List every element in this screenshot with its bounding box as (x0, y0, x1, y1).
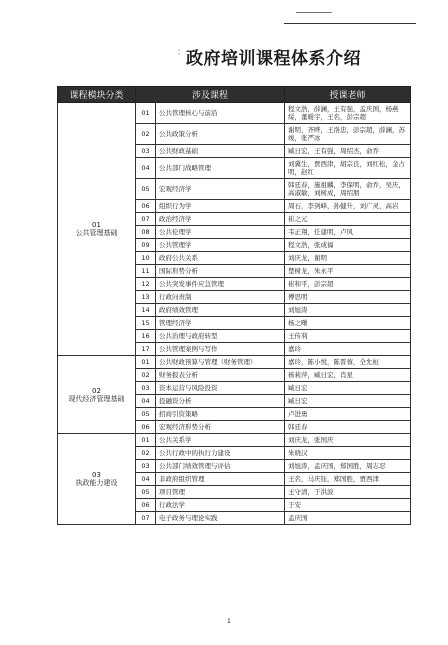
row-number: 09 (136, 239, 156, 252)
table-row (58, 356, 411, 369)
teacher-names: 崔和平，彭宗超 (285, 278, 411, 291)
teacher-names: 杨莉萍，臧日宏，肖星 (285, 369, 411, 382)
row-number: 03 (136, 382, 156, 395)
course-name: 公共管理案例与写作 (156, 343, 285, 356)
teacher-names: 王守清，于洪波 (285, 486, 411, 499)
course-name: 宏观经济学 (156, 179, 285, 200)
teacher-names: 王传利 (285, 330, 411, 343)
pen-mark: ∶ (178, 48, 181, 58)
course-name: 公共部门战略管理 (156, 158, 285, 179)
module-code: 03 (92, 471, 101, 479)
row-number: 05 (136, 486, 156, 499)
top-rule (284, 23, 416, 24)
teacher-names: 臧日宏 (285, 382, 411, 395)
teacher-names: 刘旭涛 (285, 304, 411, 317)
table-row (58, 103, 411, 124)
row-number: 07 (136, 512, 156, 525)
teacher-names: 臧日宏 (285, 395, 411, 408)
row-number: 07 (136, 213, 156, 226)
course-name: 公共部门绩效管理与评估 (156, 460, 285, 473)
header-course: 涉及课程 (136, 87, 285, 103)
teacher-names: 周石，李剑峰，孙健升，刘广灵，高岩 (285, 200, 411, 213)
row-number: 04 (136, 395, 156, 408)
table-row (58, 434, 411, 447)
course-name: 招商引资策略 (156, 408, 285, 421)
module-name: 执政能力建设 (75, 479, 118, 487)
course-name: 行政问责制 (156, 291, 285, 304)
row-number: 08 (136, 226, 156, 239)
row-number: 17 (136, 343, 156, 356)
row-number: 05 (136, 408, 156, 421)
module-cell (58, 103, 136, 356)
teacher-names: 程文浩，薛澜，王有强，孟庆国，杨燕绥，董暖宇，王名，彭宗超 (285, 103, 411, 124)
module-name: 现代经济管理基础 (68, 394, 125, 403)
course-name: 国际形势分析 (156, 265, 285, 278)
row-number: 01 (136, 356, 156, 369)
row-number: 15 (136, 317, 156, 330)
teacher-names: 于安 (285, 499, 411, 512)
course-name: 公共行政中的执行力建设 (156, 447, 285, 460)
row-number: 05 (136, 179, 156, 200)
teacher-names: 韦正翔，任建明，卢风 (285, 226, 411, 239)
course-name: 财务报表分析 (156, 369, 285, 382)
course-name: 行政法学 (156, 499, 285, 512)
teacher-names: 谢明，齐晔，王洛忠，彭宗超，薛澜，苏竣，张严冰 (285, 124, 411, 145)
page-title: 政府培训课程体系介绍 (186, 49, 361, 69)
course-name: 电子政务与理论实践 (156, 512, 285, 525)
row-number: 04 (136, 473, 156, 486)
course-name: 项目管理 (156, 486, 285, 499)
teacher-names: 嘉玲 (285, 343, 411, 356)
row-number: 01 (136, 103, 156, 124)
row-number: 03 (136, 145, 156, 158)
course-name: 政府绩效管理 (156, 304, 285, 317)
row-number: 11 (136, 265, 156, 278)
row-number: 06 (136, 499, 156, 512)
teacher-names: 韩廷春 (285, 421, 411, 434)
row-number: 03 (136, 460, 156, 473)
row-number: 02 (136, 369, 156, 382)
course-name: 投融资分析 (156, 395, 285, 408)
teacher-names: 臧日宏，王有强，周绍杰，俞乔 (285, 145, 411, 158)
top-dash-mark (296, 12, 332, 13)
teacher-names: 嘉玲，陈小悦，陈晋蓉，全允桓 (285, 356, 411, 369)
teacher-names: 楚树龙，朱永平 (285, 265, 411, 278)
row-number: 04 (136, 158, 156, 179)
row-number: 06 (136, 200, 156, 213)
header-category: 课程模块分类 (58, 87, 136, 103)
course-name: 公共管理学 (156, 239, 285, 252)
course-name: 公共政策分析 (156, 124, 285, 145)
row-number: 06 (136, 421, 156, 434)
course-name: 宏观经济形势分析 (156, 421, 285, 434)
teacher-names: 程文浩，张成福 (285, 239, 411, 252)
teacher-names: 杨之曙 (285, 317, 411, 330)
course-name: 政府公共关系 (156, 252, 285, 265)
teacher-names: 刘冀生，贾西津，胡宗良，刘红松，金占明，赵红 (285, 158, 411, 179)
teacher-names: 刘庆龙，张国庆 (285, 434, 411, 447)
row-number: 01 (136, 434, 156, 447)
table-header-row (58, 87, 411, 103)
teacher-names: 刘庆龙，谢明 (285, 252, 411, 265)
course-name: 公共治理与政府转型 (156, 330, 285, 343)
row-number: 13 (136, 291, 156, 304)
module-code: 01 (92, 221, 101, 229)
module-cell (58, 434, 136, 525)
row-number: 02 (136, 124, 156, 145)
course-name: 公共关系学 (156, 434, 285, 447)
module-name: 公共管理基础 (75, 229, 118, 237)
row-number: 16 (136, 330, 156, 343)
course-name: 公共财政预算与管理（财务管理） (156, 356, 285, 369)
header-teacher: 授课老师 (285, 87, 411, 103)
course-name: 组织行为学 (156, 200, 285, 213)
teacher-names: 崔之元 (285, 213, 411, 226)
teacher-names: 卢进勇 (285, 408, 411, 421)
course-name: 公共突发事件应急管理 (156, 278, 285, 291)
teacher-names: 孟庆国 (285, 512, 411, 525)
teacher-names: 王名，马庆钰，郑国胜，贾西津 (285, 473, 411, 486)
course-name: 公共伦理学 (156, 226, 285, 239)
row-number: 14 (136, 304, 156, 317)
teacher-names: 韩廷春，施祖麟，李保明，俞乔，吴庆，高淑敏，刘树成，周绍朋 (285, 179, 411, 200)
table-body (58, 103, 411, 525)
row-number: 10 (136, 252, 156, 265)
teacher-names: 朱晓汉 (285, 447, 411, 460)
course-table (57, 86, 411, 525)
course-name: 公共管理核心与前沿 (156, 103, 285, 124)
row-number: 12 (136, 278, 156, 291)
page-number: 1 (227, 618, 231, 625)
module-cell (58, 356, 136, 434)
course-name: 公共财政基础 (156, 145, 285, 158)
course-name: 管理经济学 (156, 317, 285, 330)
teacher-names: 傅思明 (285, 291, 411, 304)
module-code: 02 (92, 386, 101, 395)
course-name: 资本运营与风险投资 (156, 382, 285, 395)
course-name: 政治经济学 (156, 213, 285, 226)
row-number: 02 (136, 447, 156, 460)
teacher-names: 刘旭涛，孟庆国，郑国胜，周志忍 (285, 460, 411, 473)
course-name: 非政府组织管理 (156, 473, 285, 486)
